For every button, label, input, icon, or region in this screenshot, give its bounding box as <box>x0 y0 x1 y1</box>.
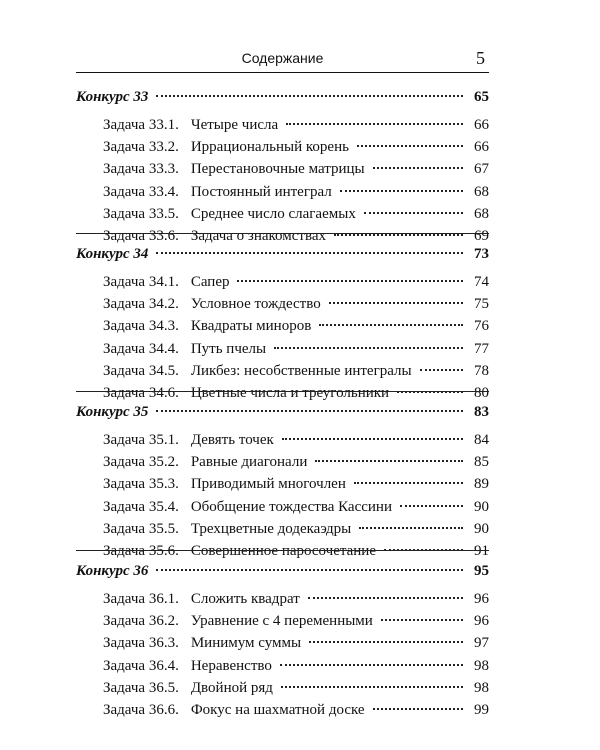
contest-page: 83 <box>474 404 489 420</box>
toc-task-entry[interactable] <box>103 475 489 493</box>
task-label: Задача 36.5. <box>103 679 179 696</box>
task-title: Иррациональный корень <box>190 139 349 156</box>
task-title: Фокус на шахматной доске <box>190 702 365 718</box>
toc-task-entry[interactable] <box>103 384 489 402</box>
contest-label: Конкурс 34 <box>76 246 149 262</box>
toc-task-entry[interactable] <box>103 138 489 156</box>
task-page: 75 <box>474 296 489 313</box>
contest-label: Конкурс 36 <box>76 563 149 579</box>
task-title: Двойной ряд <box>190 679 273 696</box>
task-title: Сапер <box>190 274 230 290</box>
toc-task-entry[interactable] <box>103 679 489 697</box>
task-label: Задача 35.6. <box>103 543 179 559</box>
toc-task-entry[interactable] <box>103 116 489 134</box>
task-title: Цветные числа и треугольники <box>190 385 390 401</box>
contest-page: 95 <box>474 563 489 579</box>
task-label: Задача 33.2. <box>103 139 179 156</box>
task-label: Задача 35.5. <box>103 520 179 537</box>
dot-leader <box>315 460 463 462</box>
task-page: 80 <box>474 385 489 401</box>
task-page: 90 <box>474 520 489 537</box>
dot-leader <box>340 190 463 192</box>
dot-leader <box>237 280 463 282</box>
task-page: 91 <box>474 543 489 559</box>
task-title: Путь пчелы <box>190 340 267 357</box>
task-title: Трехцветные додекаэдры <box>190 520 352 537</box>
task-title: Равные диагонали <box>190 454 308 471</box>
task-page: 98 <box>474 657 489 674</box>
task-label: Задача 35.2. <box>103 454 179 471</box>
task-label: Задача 34.1. <box>103 274 179 290</box>
dot-leader <box>156 95 463 97</box>
task-page: 96 <box>474 613 489 630</box>
dot-leader <box>354 482 463 484</box>
task-label: Задача 33.5. <box>103 205 179 222</box>
task-title: Условное тождество <box>190 296 321 313</box>
toc-task-entry[interactable] <box>103 295 489 313</box>
dot-leader <box>308 597 463 599</box>
task-page: 68 <box>474 183 489 200</box>
task-title: Совершенное паросочетание <box>190 543 376 559</box>
task-label: Задача 35.3. <box>103 476 179 493</box>
toc-task-entry[interactable] <box>103 273 489 291</box>
task-page: 98 <box>474 679 489 696</box>
task-label: Задача 34.2. <box>103 296 179 313</box>
page-title: Содержание <box>241 50 324 66</box>
dot-leader <box>281 686 463 688</box>
task-page: 66 <box>474 117 489 133</box>
toc-task-entry[interactable] <box>103 590 489 608</box>
dot-leader <box>282 438 463 440</box>
task-label: Задача 34.6. <box>103 385 179 401</box>
task-title: Приводимый многочлен <box>190 476 346 493</box>
toc-task-entry[interactable] <box>103 317 489 335</box>
contest-label: Конкурс 35 <box>76 404 149 420</box>
toc-contest-entry[interactable] <box>76 245 489 263</box>
task-page: 68 <box>474 205 489 222</box>
task-title: Неравенство <box>190 657 272 674</box>
toc-task-entry[interactable] <box>103 657 489 675</box>
task-page: 74 <box>474 274 489 290</box>
contest-page: 73 <box>474 246 489 262</box>
toc-contest-entry[interactable] <box>76 403 489 421</box>
dot-leader <box>373 708 463 710</box>
section-divider <box>76 550 489 551</box>
toc-task-entry[interactable] <box>103 453 489 471</box>
dot-leader <box>280 664 463 666</box>
task-title: Минимум суммы <box>190 635 302 652</box>
toc-task-entry[interactable] <box>103 701 489 719</box>
task-title: Задача о знакомствах <box>190 228 326 244</box>
toc-task-entry[interactable] <box>103 362 489 380</box>
task-page: 84 <box>474 432 489 448</box>
task-page: 77 <box>474 340 489 357</box>
dot-leader <box>381 619 463 621</box>
task-title: Постоянный интеграл <box>190 183 332 200</box>
dot-leader <box>364 212 463 214</box>
toc-task-entry[interactable] <box>103 160 489 178</box>
task-label: Задача 35.1. <box>103 432 179 448</box>
toc-task-entry[interactable] <box>103 183 489 201</box>
toc-contest-entry[interactable] <box>76 88 489 106</box>
task-page: 76 <box>474 318 489 335</box>
dot-leader <box>420 369 463 371</box>
toc-task-entry[interactable] <box>103 498 489 516</box>
dot-leader <box>274 347 463 349</box>
toc-task-entry[interactable] <box>103 520 489 538</box>
task-label: Задача 34.4. <box>103 340 179 357</box>
task-title: Перестановочные матрицы <box>190 161 365 178</box>
toc-contest-entry[interactable] <box>76 562 489 580</box>
task-page: 78 <box>474 362 489 379</box>
dot-leader <box>334 234 463 236</box>
task-label: Задача 33.1. <box>103 117 179 133</box>
dot-leader <box>156 569 463 571</box>
task-label: Задача 36.3. <box>103 635 179 652</box>
task-page: 67 <box>474 161 489 178</box>
toc-task-entry[interactable] <box>103 542 489 560</box>
toc-task-entry[interactable] <box>103 205 489 223</box>
toc-task-entry[interactable] <box>103 227 489 245</box>
task-label: Задача 33.4. <box>103 183 179 200</box>
task-label: Задача 33.3. <box>103 161 179 178</box>
dot-leader <box>309 641 463 643</box>
task-label: Задача 36.2. <box>103 613 179 630</box>
page-number: 5 <box>476 48 485 68</box>
task-page: 66 <box>474 139 489 156</box>
section-divider <box>76 391 489 392</box>
task-page: 89 <box>474 476 489 493</box>
dot-leader <box>156 252 463 254</box>
task-title: Обобщение тождества Кассини <box>190 498 392 515</box>
task-label: Задача 36.6. <box>103 702 179 718</box>
task-page: 96 <box>474 591 489 607</box>
section-divider <box>76 233 489 234</box>
task-title: Уравнение с 4 переменными <box>190 613 373 630</box>
toc-task-entry[interactable] <box>103 340 489 358</box>
toc-task-entry[interactable] <box>103 612 489 630</box>
task-title: Сложить квадрат <box>190 591 300 607</box>
toc-task-entry[interactable] <box>103 431 489 449</box>
task-title: Ликбез: несобственные интегралы <box>190 362 412 379</box>
task-title: Четыре числа <box>190 117 279 133</box>
task-label: Задача 36.1. <box>103 591 179 607</box>
task-label: Задача 34.3. <box>103 318 179 335</box>
task-page: 90 <box>474 498 489 515</box>
task-page: 97 <box>474 635 489 652</box>
dot-leader <box>357 145 463 147</box>
dot-leader <box>359 527 463 529</box>
task-page: 99 <box>474 702 489 718</box>
dot-leader <box>373 167 463 169</box>
header-rule <box>76 72 489 73</box>
toc-task-entry[interactable] <box>103 634 489 652</box>
dot-leader <box>329 302 463 304</box>
dot-leader <box>156 410 463 412</box>
task-title: Среднее число слагаемых <box>190 205 356 222</box>
task-label: Задача 36.4. <box>103 657 179 674</box>
dot-leader <box>319 324 463 326</box>
dot-leader <box>400 505 463 507</box>
task-page: 85 <box>474 454 489 471</box>
task-label: Задача 35.4. <box>103 498 179 515</box>
task-label: Задача 33.6. <box>103 228 179 244</box>
task-title: Девять точек <box>190 432 274 448</box>
dot-leader <box>286 123 463 125</box>
contest-page: 65 <box>474 89 489 105</box>
running-header <box>76 48 489 70</box>
task-title: Квадраты миноров <box>190 318 312 335</box>
task-label: Задача 34.5. <box>103 362 179 379</box>
task-page: 69 <box>474 228 489 244</box>
contest-label: Конкурс 33 <box>76 89 149 105</box>
